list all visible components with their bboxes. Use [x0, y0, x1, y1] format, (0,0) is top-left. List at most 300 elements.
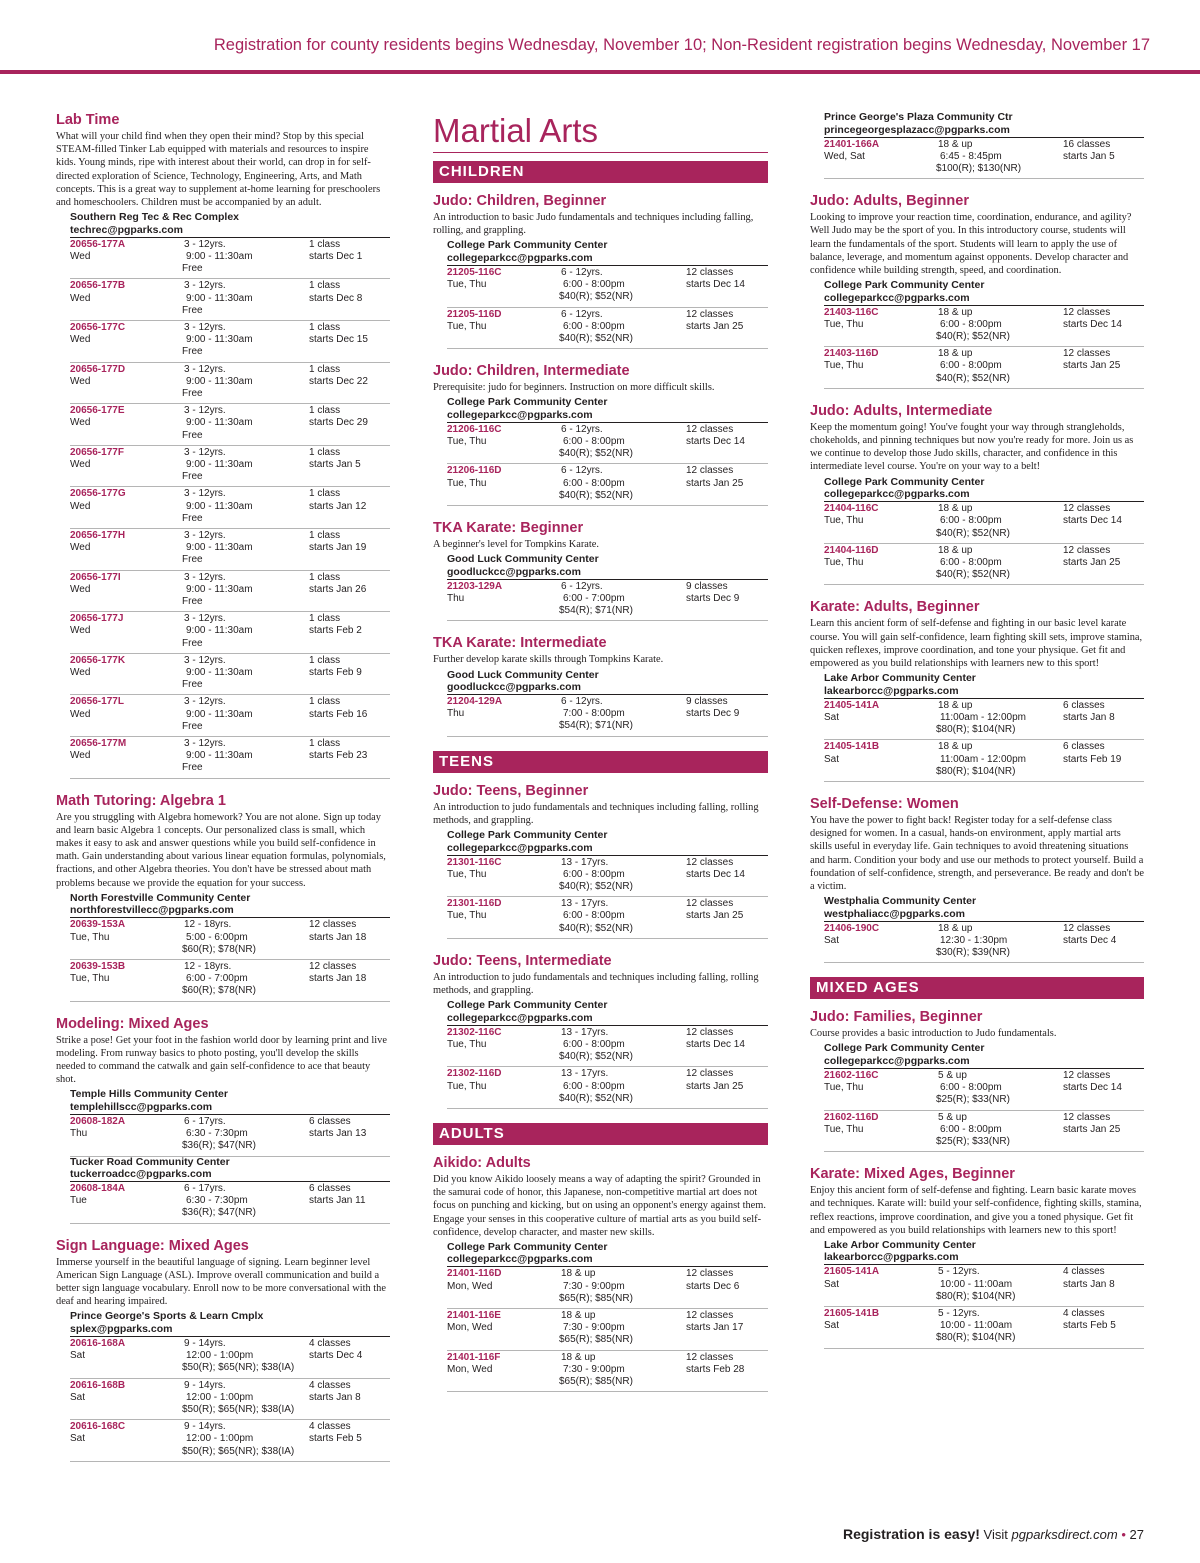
course-title: Judo: Teens, Intermediate: [433, 952, 612, 969]
location-block: [824, 112, 1144, 179]
table-row: [70, 1115, 390, 1157]
course-code-link[interactable]: 20656-177D: [70, 363, 126, 375]
row-code-days: [70, 613, 184, 650]
class-count: 6 classes: [1063, 699, 1105, 711]
row-code-days: [824, 1266, 938, 1303]
table-row: [70, 695, 390, 737]
location-block: [824, 1043, 1144, 1152]
course-days: Tue, Thu: [824, 1082, 864, 1094]
course-code-link[interactable]: 20656-177E: [70, 405, 125, 417]
course-fee: $50(R); $65(NR); $38(IA): [182, 1403, 295, 1415]
row-code-days: [70, 738, 184, 775]
location-email[interactable]: collegeparkcc@pgparks.com: [447, 252, 768, 266]
row-count-start: [686, 1268, 768, 1305]
course-code-link[interactable]: 20656-177I: [70, 571, 121, 583]
course-age: 18 & up: [561, 1310, 596, 1322]
class-count: 12 classes: [1063, 1111, 1111, 1123]
course-time: 12:00 - 1:00pm: [186, 1391, 254, 1403]
course-fee: Free: [182, 637, 203, 649]
table-row: [70, 279, 390, 321]
course-code-link[interactable]: 21401-166A: [824, 138, 880, 150]
location-name: Temple Hills Community Center: [70, 1088, 228, 1101]
course-code-link[interactable]: 21406-190C: [824, 922, 880, 934]
location-email[interactable]: collegeparkcc@pgparks.com: [447, 1012, 768, 1026]
row-age-time-fee: [184, 405, 309, 442]
course-fee: $40(R); $52(NR): [559, 448, 633, 460]
row-code-days: [70, 280, 184, 317]
location-email[interactable]: goodluckcc@pgparks.com: [447, 566, 768, 580]
start-date: starts Jan 5: [1063, 150, 1115, 162]
page-footer: [843, 1526, 1144, 1542]
course-code-link[interactable]: 20656-177H: [70, 529, 126, 541]
course-code-link[interactable]: 20639-153B: [70, 960, 126, 972]
row-code-days: [70, 696, 184, 733]
course-days: Tue, Thu: [447, 436, 487, 448]
row-code-days: [447, 267, 561, 304]
course-code-link[interactable]: 20656-177A: [70, 238, 126, 250]
table-row: [447, 856, 768, 898]
class-count: 1 class: [309, 613, 341, 625]
row-count-start: [686, 898, 768, 935]
row-age-time-fee: [938, 923, 1063, 960]
course-code-link[interactable]: 21205-116C: [447, 266, 502, 278]
course-age: 5 & up: [938, 1111, 967, 1123]
location-email[interactable]: techrec@pgparks.com: [70, 224, 390, 238]
course-title: TKA Karate: Beginner: [433, 520, 584, 537]
location-email[interactable]: goodluckcc@pgparks.com: [447, 681, 768, 695]
course-days: Tue, Thu: [824, 556, 864, 568]
location-email[interactable]: collegeparkcc@pgparks.com: [447, 842, 768, 856]
course-fee: $60(R); $78(NR): [182, 985, 256, 997]
table-row: [70, 487, 390, 529]
start-date: starts Jan 8: [1063, 1278, 1115, 1290]
location-name: Prince George's Sports & Learn Cmplx: [70, 1310, 264, 1323]
course-days: Wed: [70, 667, 91, 679]
row-age-time-fee: [561, 857, 686, 894]
course-days: Wed: [70, 708, 91, 720]
course-code-link[interactable]: 21602-116C: [824, 1069, 879, 1081]
start-date: starts Feb 23: [309, 750, 368, 762]
class-count: 12 classes: [309, 960, 357, 972]
course-time: 5:00 - 6:00pm: [186, 931, 248, 943]
course-code-link[interactable]: 21403-116D: [824, 348, 879, 360]
course-code-link[interactable]: 21301-116C: [447, 856, 502, 868]
course-code-link[interactable]: 20656-177K: [70, 654, 126, 666]
course-code-link[interactable]: 21206-116C: [447, 423, 502, 435]
course-age: 18 & up: [938, 348, 973, 360]
course-code-link[interactable]: 20608-184A: [70, 1183, 126, 1194]
course-days: Wed: [70, 750, 91, 762]
course-code-link[interactable]: 21206-116D: [447, 465, 502, 477]
course-fee: $40(R); $52(NR): [936, 331, 1010, 343]
class-count: 6 classes: [1063, 741, 1105, 753]
location-email[interactable]: collegeparkcc@pgparks.com: [824, 1055, 1144, 1069]
row-age-time-fee: [561, 1068, 686, 1105]
course-days: Thu: [447, 708, 465, 720]
location-name: College Park Community Center: [447, 999, 608, 1012]
footer-url-link[interactable]: pgparksdirect.com: [1011, 1527, 1118, 1542]
location-block: [447, 554, 768, 621]
course-days: Sat: [824, 711, 840, 723]
row-age-time-fee: [184, 961, 309, 998]
location-email[interactable]: tuckerroadcc@pgparks.com: [70, 1168, 390, 1182]
location-email[interactable]: collegeparkcc@pgparks.com: [824, 292, 1144, 306]
start-date: starts Dec 14: [686, 279, 745, 291]
location-block: [824, 280, 1144, 389]
row-code-days: [824, 139, 938, 176]
start-date: starts Feb 19: [1063, 753, 1122, 765]
course-age: 3 - 12yrs.: [184, 280, 226, 292]
location-name: North Forestville Community Center: [70, 891, 251, 904]
course-age: 3 - 12yrs.: [184, 613, 226, 625]
course-code-link[interactable]: 21401-116D: [447, 1268, 502, 1280]
course-age: 18 & up: [561, 1351, 596, 1363]
class-count: 12 classes: [686, 423, 734, 435]
course-days: Wed: [70, 292, 91, 304]
table-row: [447, 1026, 768, 1068]
course-code-link[interactable]: 21404-116C: [824, 503, 879, 515]
row-count-start: [309, 405, 390, 442]
class-count: 4 classes: [309, 1337, 351, 1349]
row-age-time-fee: [561, 581, 686, 618]
course-time: 11:00am - 12:00pm: [940, 753, 1026, 765]
table-row: [824, 544, 1144, 586]
course-time: 7:30 - 9:00pm: [563, 1280, 625, 1292]
course-fee: Free: [182, 762, 203, 774]
location-name: Lake Arbor Community Center: [824, 672, 976, 685]
course-title: Judo: Families, Beginner: [810, 1009, 983, 1026]
row-count-start: [1063, 1266, 1144, 1303]
row-age-time-fee: [938, 139, 1063, 176]
location-name: College Park Community Center: [447, 1240, 608, 1253]
course-code-link[interactable]: 21605-141A: [824, 1266, 880, 1278]
row-code-days: [447, 465, 561, 502]
course-time: 6:00 - 8:00pm: [563, 279, 625, 291]
course-age: 5 - 12yrs.: [938, 1308, 980, 1320]
course-age: 18 & up: [938, 306, 973, 318]
course-time: 9:00 - 11:30am: [186, 750, 253, 762]
row-code-days: [70, 1338, 184, 1375]
class-count: 1 class: [309, 405, 341, 417]
location-email[interactable]: collegeparkcc@pgparks.com: [447, 409, 768, 423]
table-row: [447, 1267, 768, 1309]
location-email[interactable]: lakearborcc@pgparks.com: [824, 685, 1144, 699]
course-code-link[interactable]: 21401-116F: [447, 1351, 501, 1363]
table-row: [824, 1069, 1144, 1111]
row-age-time-fee: [561, 424, 686, 461]
course-code-link[interactable]: 21403-116C: [824, 306, 879, 318]
course-time: 6:00 - 8:00pm: [940, 360, 1002, 372]
course-time: 7:30 - 9:00pm: [563, 1322, 625, 1334]
location-email[interactable]: princegeorgesplazacc@pgparks.com: [824, 124, 1144, 138]
table-row: [70, 446, 390, 488]
table-row: [447, 897, 768, 939]
course-code-link[interactable]: 20656-177L: [70, 696, 124, 708]
course-code-link[interactable]: 20616-168A: [70, 1337, 126, 1349]
table-row: [824, 922, 1144, 964]
course-code-link[interactable]: 20639-153A: [70, 919, 126, 931]
row-age-time-fee: [938, 1266, 1063, 1303]
course-age: 3 - 12yrs.: [184, 321, 226, 333]
course-time: 6:00 - 8:00pm: [940, 1123, 1002, 1135]
course-days: Sat: [70, 1350, 86, 1362]
course-fee: $40(R); $52(NR): [936, 569, 1010, 581]
start-date: starts Jan 18: [309, 931, 367, 943]
footer-visit: Visit: [983, 1527, 1008, 1542]
course-code-link[interactable]: 21301-116D: [447, 898, 502, 910]
course-description: Prerequisite: judo for beginners. Instruction on more difficult skills.: [433, 382, 715, 394]
row-code-days: [447, 581, 561, 618]
course-title: Judo: Adults, Beginner: [810, 193, 969, 210]
row-age-time-fee: [561, 696, 686, 733]
start-date: starts Dec 4: [309, 1350, 363, 1362]
row-code-days: [824, 1112, 938, 1149]
course-code-link[interactable]: 20656-177G: [70, 488, 126, 500]
start-date: starts Jan 25: [686, 477, 744, 489]
course-time: 9:00 - 11:30am: [186, 708, 253, 720]
row-count-start: [686, 1310, 768, 1347]
course-description: Immerse yourself in the beautiful language of signing. Learn beginner level American Sign Language (ASL). Improve overall communication and build a better sign language vocabulary. Enroll now to be more conversational with the deaf and hearing impaired.: [56, 1256, 386, 1308]
course-section: [56, 1238, 390, 1462]
row-count-start: [1063, 503, 1144, 540]
course-age: 5 & up: [938, 1069, 967, 1081]
course-days: Mon, Wed: [447, 1363, 493, 1375]
row-count-start: [686, 465, 768, 502]
course-code-link[interactable]: 20656-177B: [70, 280, 126, 292]
location-name: Prince George's Plaza Community Ctr: [824, 111, 1013, 123]
class-count: 1 class: [309, 488, 341, 500]
table-row: [824, 699, 1144, 741]
class-count: 1 class: [309, 446, 341, 458]
row-code-days: [70, 405, 184, 442]
course-section: [433, 363, 768, 506]
course-time: 6:30 - 7:30pm: [186, 1128, 248, 1140]
location-block: [70, 893, 390, 1002]
row-age-time-fee: [184, 1421, 309, 1458]
course-code-link[interactable]: 20656-177M: [70, 738, 127, 750]
start-date: starts Jan 25: [1063, 1123, 1121, 1135]
location-email[interactable]: collegeparkcc@pgparks.com: [824, 488, 1144, 502]
course-age: 13 - 17yrs.: [561, 1068, 609, 1080]
location-name: College Park Community Center: [824, 1042, 985, 1055]
row-count-start: [1063, 1308, 1144, 1345]
start-date: starts Dec 8: [309, 292, 363, 304]
class-count: 12 classes: [686, 1310, 734, 1322]
row-age-time-fee: [561, 1027, 686, 1064]
class-count: 4 classes: [1063, 1308, 1105, 1320]
start-date: starts Dec 4: [1063, 934, 1117, 946]
row-code-days: [824, 741, 938, 778]
row-count-start: [309, 572, 390, 609]
course-title: Modeling: Mixed Ages: [56, 1015, 209, 1032]
row-age-time-fee: [184, 1380, 309, 1417]
class-count: 6 classes: [309, 1115, 351, 1127]
course-days: Wed: [70, 458, 91, 470]
location-name: Lake Arbor Community Center: [824, 1238, 976, 1251]
location-email[interactable]: northforestvillecc@pgparks.com: [70, 904, 390, 918]
course-section: [433, 193, 768, 349]
start-date: starts Feb 5: [309, 1433, 362, 1445]
course-code-link[interactable]: 21401-116E: [447, 1310, 501, 1322]
course-time: 6:00 - 8:00pm: [563, 868, 625, 880]
location-block: [824, 673, 1144, 782]
start-date: starts Dec 29: [309, 417, 368, 429]
course-section: [433, 520, 768, 621]
course-code-link[interactable]: 21605-141B: [824, 1308, 880, 1320]
start-date: starts Dec 14: [1063, 515, 1122, 527]
row-age-time-fee: [184, 239, 309, 276]
course-fee: Free: [182, 304, 203, 316]
course-age: 13 - 17yrs.: [561, 1026, 609, 1038]
location-block: [70, 1311, 390, 1461]
row-count-start: [309, 488, 390, 525]
table-row: [70, 363, 390, 405]
course-code-link[interactable]: 21404-116D: [824, 544, 879, 556]
row-code-days: [70, 655, 184, 692]
row-count-start: [1063, 545, 1144, 582]
course-fee: $40(R); $52(NR): [936, 527, 1010, 539]
table-row: [447, 308, 768, 350]
course-time: 10:00 - 11:00am: [940, 1320, 1013, 1332]
course-fee: Free: [182, 429, 203, 441]
course-fee: Free: [182, 346, 203, 358]
table-row: [824, 502, 1144, 544]
row-count-start: [1063, 307, 1144, 344]
location-email[interactable]: templehillscc@pgparks.com: [70, 1101, 390, 1115]
course-description: Learn this ancient form of self-defense and fighting in our basic level karate course. You will gain self-confidence, learn fighting skill sets, improve stamina, quicken reflexes, improve coordination, and tone your physique. Get fit and empowered as you build relationships with learners new to this sport!: [810, 618, 1143, 669]
course-title: Judo: Children, Intermediate: [433, 363, 630, 380]
course-code-link[interactable]: 20656-177F: [70, 446, 124, 458]
table-row: [447, 423, 768, 465]
table-row: [70, 737, 390, 779]
row-code-days: [70, 1183, 184, 1220]
row-count-start: [686, 1027, 768, 1064]
course-description: An introduction to basic Judo fundamentals and techniques including falling, rolling, and grappling.: [433, 212, 754, 237]
start-date: starts Dec 22: [309, 375, 368, 387]
start-date: starts Jan 5: [309, 458, 361, 470]
row-age-time-fee: [184, 530, 309, 567]
table-row: [824, 1307, 1144, 1349]
location-email[interactable]: splex@pgparks.com: [70, 1323, 390, 1337]
row-count-start: [686, 1068, 768, 1105]
course-age: 3 - 12yrs.: [184, 488, 226, 500]
row-count-start: [309, 280, 390, 317]
course-time: 6:45 - 8:45pm: [940, 150, 1002, 162]
course-description: Strike a pose! Get your foot in the fashion world door by learning print and live modeling. From runway basics to photo posting, you'll develop the skills needed to command the catwalk and gain self-confidence to ace that beauty shot.: [56, 1034, 387, 1086]
row-age-time-fee: [184, 696, 309, 733]
row-count-start: [686, 857, 768, 894]
course-section: [810, 1009, 1144, 1152]
course-fee: $65(R); $85(NR): [559, 1292, 633, 1304]
start-date: starts Jan 25: [686, 910, 744, 922]
course-fee: $36(R); $47(NR): [182, 1207, 256, 1219]
course-code-link[interactable]: 20616-168C: [70, 1421, 126, 1433]
course-days: Tue, Thu: [70, 931, 110, 943]
table-row: [447, 580, 768, 622]
row-age-time-fee: [184, 364, 309, 401]
course-description: An introduction to judo fundamentals and techniques including falling, rolling methods, and grappling.: [433, 971, 759, 996]
row-code-days: [447, 1268, 561, 1305]
course-code-link[interactable]: 21302-116D: [447, 1068, 502, 1080]
row-code-days: [70, 322, 184, 359]
location-email[interactable]: lakearborcc@pgparks.com: [824, 1251, 1144, 1265]
row-count-start: [309, 961, 390, 998]
location-block: [824, 1240, 1144, 1349]
row-count-start: [1063, 348, 1144, 385]
course-code-link[interactable]: 20656-177C: [70, 321, 126, 333]
course-description: Did you know Aikido loosely means a way of adapting the spirit? Grounded in the samurai code of honor, this Japanese, non-competitive martial art does not focus on punching and kicking, but on using an opponent's energy against them. Engage your senses in this cooperative culture of martial arts as you build self-confidence, develop character, and master new skills.: [433, 1173, 766, 1238]
course-code-link[interactable]: 21302-116C: [447, 1026, 502, 1038]
course-fee: $40(R); $52(NR): [559, 489, 633, 501]
course-code-link[interactable]: 20656-177J: [70, 613, 124, 625]
location-block: [447, 670, 768, 737]
course-age: 18 & up: [938, 503, 973, 515]
course-time: 6:00 - 8:00pm: [563, 1038, 625, 1050]
row-age-time-fee: [561, 267, 686, 304]
course-section: [810, 193, 1144, 389]
course-age: 13 - 17yrs.: [561, 856, 609, 868]
course-fee: $80(R); $104(NR): [936, 1332, 1016, 1344]
row-count-start: [1063, 1112, 1144, 1149]
row-age-time-fee: [184, 280, 309, 317]
course-code-link[interactable]: 21405-141B: [824, 741, 880, 753]
course-code-link[interactable]: 21205-116D: [447, 308, 502, 320]
location-email[interactable]: westphaliacc@pgparks.com: [824, 908, 1144, 922]
course-code-link[interactable]: 21203-129A: [447, 580, 503, 592]
course-title: Math Tutoring: Algebra 1: [56, 792, 226, 809]
table-row: [447, 695, 768, 737]
row-age-time-fee: [184, 919, 309, 956]
class-count: 1 class: [309, 738, 341, 750]
course-days: Tue, Thu: [447, 477, 487, 489]
column-left: [56, 112, 390, 1476]
row-age-time-fee: [184, 613, 309, 650]
location-email[interactable]: collegeparkcc@pgparks.com: [447, 1253, 768, 1267]
footer-bullet: •: [1121, 1527, 1126, 1542]
course-time: 6:00 - 8:00pm: [940, 556, 1002, 568]
class-count: 1 class: [309, 529, 341, 541]
table-row: [70, 918, 390, 960]
course-code-link[interactable]: 21602-116D: [824, 1111, 879, 1123]
location-block: [447, 397, 768, 506]
table-row: [70, 1379, 390, 1421]
course-fee: $25(R); $33(NR): [936, 1135, 1010, 1147]
course-code-link[interactable]: 21204-129A: [447, 696, 503, 708]
course-code-link[interactable]: 21405-141A: [824, 699, 880, 711]
course-fee: $40(R); $52(NR): [936, 372, 1010, 384]
course-time: 6:00 - 8:00pm: [940, 515, 1002, 527]
course-code-link[interactable]: 20608-182A: [70, 1115, 126, 1127]
course-title: Karate: Mixed Ages, Beginner: [810, 1166, 1015, 1183]
section-band-children: CHILDREN: [433, 161, 768, 183]
course-code-link[interactable]: 20616-168B: [70, 1379, 126, 1391]
row-count-start: [1063, 700, 1144, 737]
row-code-days: [824, 503, 938, 540]
row-count-start: [309, 738, 390, 775]
course-fee: Free: [182, 554, 203, 566]
header-rule: [0, 70, 1200, 74]
row-code-days: [70, 447, 184, 484]
row-code-days: [447, 1027, 561, 1064]
course-age: 18 & up: [938, 922, 973, 934]
start-date: starts Feb 9: [309, 667, 362, 679]
start-date: starts Feb 5: [1063, 1320, 1116, 1332]
row-count-start: [1063, 139, 1144, 176]
course-title: Sign Language: Mixed Ages: [56, 1237, 249, 1254]
row-code-days: [824, 348, 938, 385]
table-row: [824, 1111, 1144, 1153]
course-section: [433, 1155, 768, 1392]
